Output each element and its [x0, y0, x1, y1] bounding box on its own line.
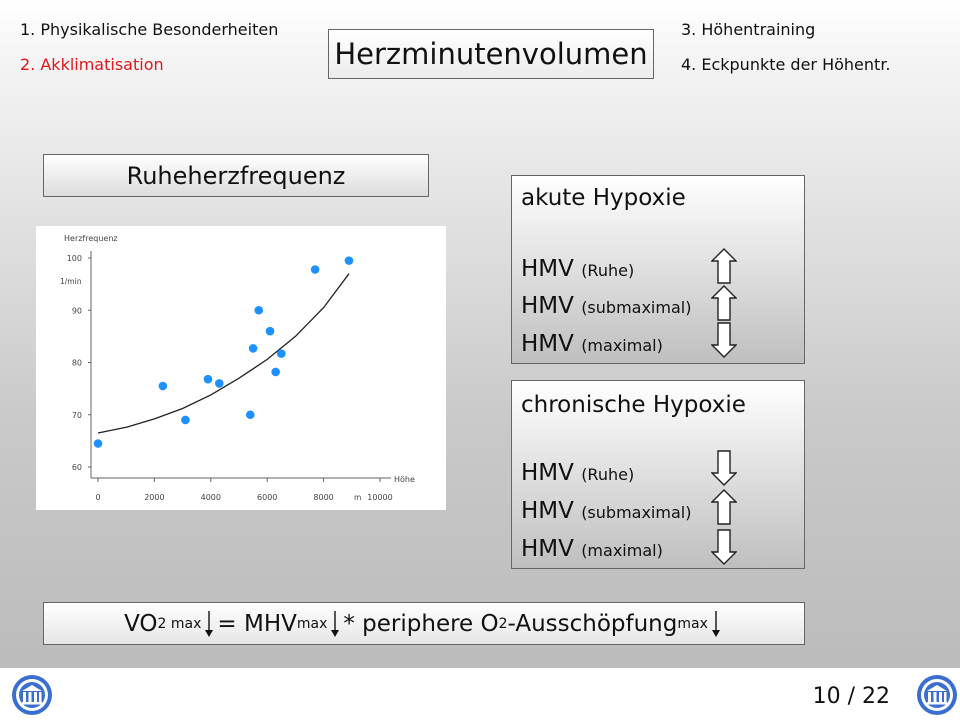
nav-physikalische-besonderheiten[interactable]: 1. Physikalische Besonderheiten [20, 20, 279, 39]
chronic-hypoxia-heading: chronische Hypoxie [521, 392, 746, 418]
x-axis-label: Höhe [394, 475, 415, 484]
nav-akklimatisation[interactable]: 2. Akklimatisation [20, 55, 164, 74]
university-logo-icon [10, 673, 54, 717]
chronic-row-ruhe [521, 460, 634, 486]
formula-vo: VO [124, 610, 158, 637]
formula-periphere: * periphere O [343, 610, 499, 637]
nav-hoehentraining[interactable]: 3. Höhentraining [681, 20, 816, 39]
arrow-up-icon [711, 489, 737, 525]
y-tick-label: 80 [71, 358, 82, 368]
data-point [204, 375, 213, 384]
section-label: Ruheherzfrequenz [43, 154, 429, 197]
row-main: HMV [521, 536, 574, 562]
arrow-up-shape [712, 490, 736, 524]
data-point [277, 349, 286, 358]
data-point [266, 327, 275, 336]
chronic-hypoxia-panel [511, 380, 805, 569]
row-sub: (maximal) [581, 541, 663, 560]
formula-sub-2max: 2 max [157, 615, 202, 632]
chronic-row-maximal [521, 536, 663, 562]
x-tick-label: 4000 [200, 493, 221, 502]
x-tick-label: 6000 [257, 493, 278, 502]
data-point [215, 379, 224, 388]
row-sub: (submaximal) [581, 298, 692, 317]
data-point [246, 410, 255, 419]
formula-box [43, 602, 805, 645]
x-tick-label: 2000 [144, 493, 165, 502]
y-tick-label: 100 [66, 254, 82, 263]
data-point [181, 416, 190, 425]
data-point [159, 382, 168, 391]
data-point [94, 439, 103, 448]
arrow-up-shape [712, 249, 736, 283]
row-sub: (maximal) [581, 336, 663, 355]
formula-mhv: = MHV [217, 610, 297, 637]
formula-sub-max2: max [677, 615, 708, 632]
row-main: HMV [521, 293, 574, 319]
y-tick-label: 60 [71, 463, 82, 472]
y-axis-label: Herzfrequenz [64, 234, 118, 243]
acute-row-maximal [521, 331, 663, 357]
row-main: HMV [521, 331, 574, 357]
university-logo-icon [915, 673, 959, 717]
x-tick-label: 10000 [367, 493, 393, 502]
arrow-down-shape [712, 323, 736, 357]
acute-hypoxia-panel [511, 175, 805, 364]
data-point [254, 306, 263, 315]
data-point [311, 265, 320, 274]
arrow-down-icon [711, 611, 721, 637]
arrow-down-icon [330, 611, 340, 637]
chronic-row-submaximal [521, 498, 691, 524]
nav-eckpunkte[interactable]: 4. Eckpunkte der Höhentr. [681, 55, 891, 74]
data-point [345, 256, 354, 265]
heart-rate-chart [36, 226, 446, 510]
slide-title: Herzminutenvolumen [328, 29, 654, 79]
arrow-up-icon [711, 248, 737, 284]
x-tick-label: 8000 [313, 493, 334, 502]
arrow-down-icon [204, 611, 214, 637]
formula-sub-max: max [296, 615, 328, 632]
data-point [249, 344, 258, 353]
trend-line [98, 274, 349, 433]
x-axis-unit: m [354, 493, 362, 502]
scatter-plot [36, 226, 446, 510]
row-main: HMV [521, 460, 574, 486]
acute-hypoxia-heading: akute Hypoxie [521, 185, 686, 211]
row-main: HMV [521, 256, 574, 282]
arrow-up-icon [711, 285, 737, 321]
y-tick-label: 70 [71, 410, 82, 420]
formula-sub-o2: 2 [498, 615, 508, 632]
formula-ausschoepfung: -Ausschöpfung [507, 610, 678, 637]
arrow-down-icon [711, 322, 737, 358]
row-sub: (Ruhe) [581, 465, 635, 484]
page-number: 10 / 22 [812, 684, 890, 709]
arrow-down-shape [712, 530, 736, 564]
acute-row-submaximal [521, 293, 691, 319]
arrow-up-shape [712, 286, 736, 320]
row-sub: (Ruhe) [581, 261, 635, 280]
row-sub: (submaximal) [581, 503, 692, 522]
data-point [271, 368, 280, 377]
arrow-down-icon [711, 450, 737, 486]
row-main: HMV [521, 498, 574, 524]
y-axis-unit: 1/min [60, 277, 82, 286]
x-tick-label: 0 [95, 493, 101, 502]
y-tick-label: 90 [71, 306, 82, 316]
arrow-down-icon [711, 529, 737, 565]
arrow-down-shape [712, 451, 736, 485]
acute-row-ruhe [521, 256, 634, 282]
